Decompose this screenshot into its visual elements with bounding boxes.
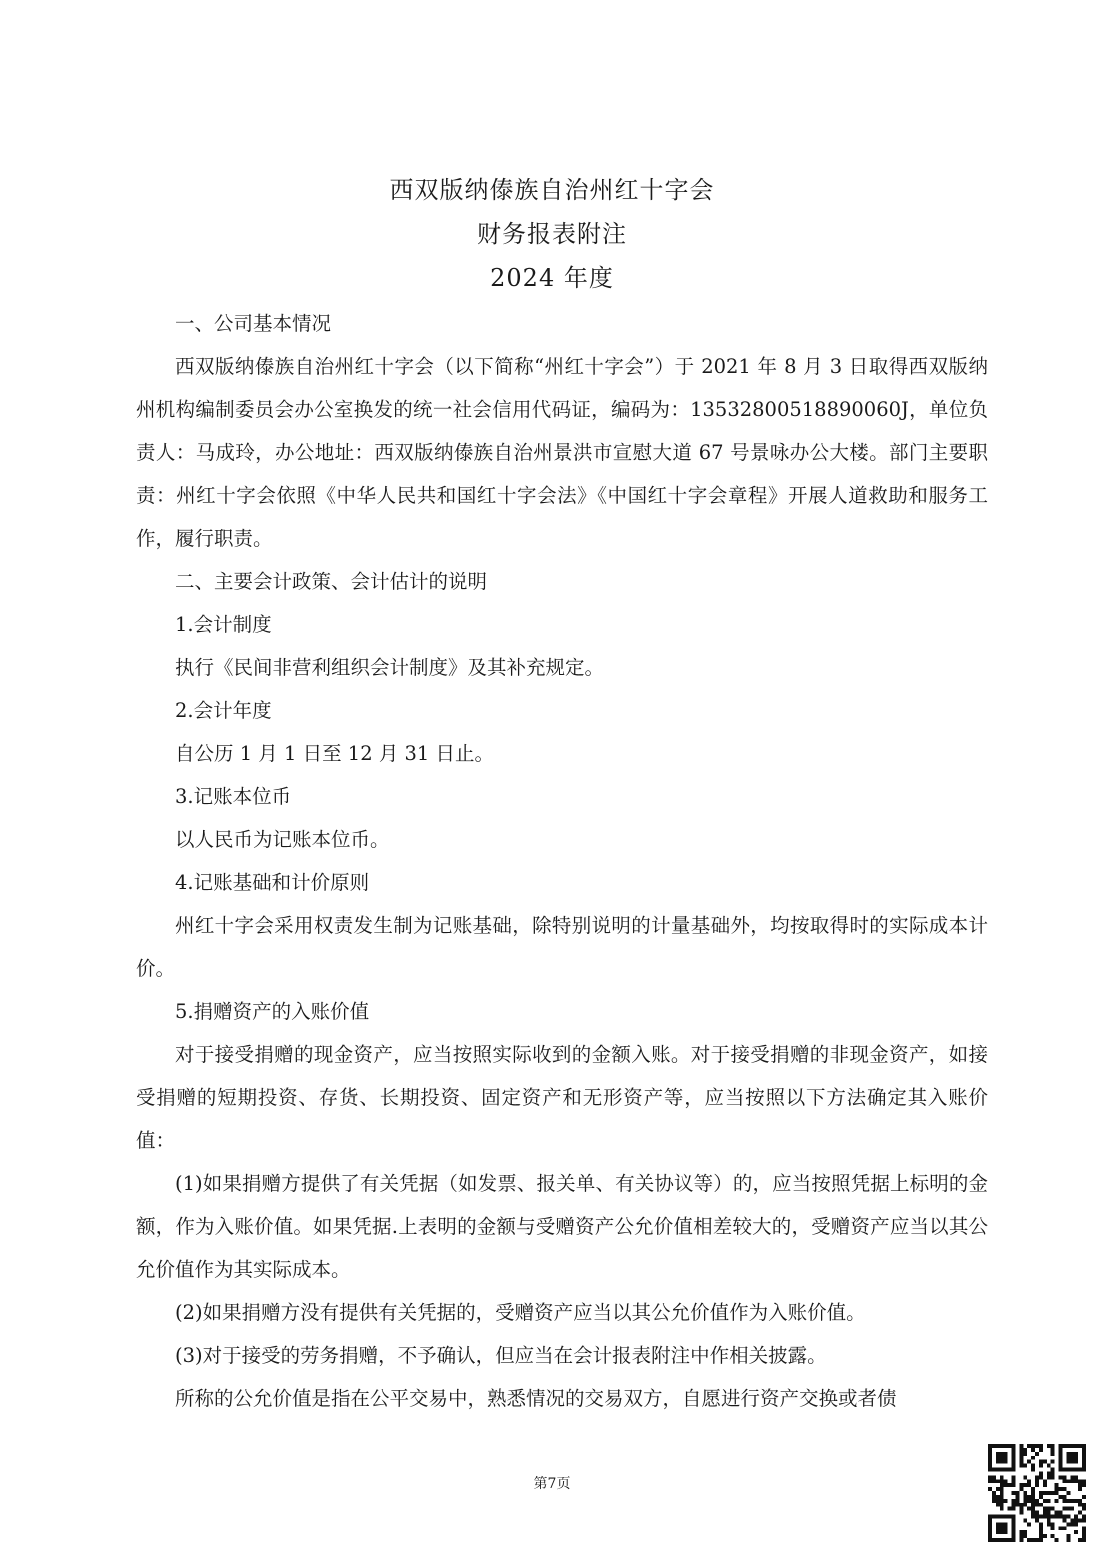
page-number: 第7页	[533, 1476, 571, 1492]
subheading: 1.会计制度	[175, 613, 272, 636]
year-title: 2024 年度	[490, 264, 614, 292]
section-heading: 一、公司基本情况	[175, 312, 332, 335]
org-title: 西双版纳傣族自治州红十字会	[389, 176, 715, 204]
doc-title: 财务报表附注	[477, 220, 627, 248]
section-heading: 二、主要会计政策、会计估计的说明	[175, 570, 488, 593]
paragraph: 以人民币为记账本位币。	[175, 828, 390, 851]
paragraph: 执行《民间非营利组织会计制度》及其补充规定。	[175, 656, 605, 679]
paragraph: (2)如果捐赠方没有提供有关凭据的，受赠资产应当以其公允价值作为入账价值。	[175, 1301, 866, 1324]
subheading: 2.会计年度	[175, 699, 272, 722]
paragraph: (1)如果捐赠方提供了有关凭据（如发票、报关单、有关协议等）的，应当按照凭据上标明的金额，作为入账价值。如果凭据.上表明的金额与受赠资产公允价值相差较大的，受赠资产应当以其公允价值作为其实际成本。	[136, 1172, 988, 1281]
subheading: 4.记账基础和计价原则	[175, 871, 370, 894]
qr-code-icon	[988, 1444, 1086, 1542]
subheading: 3.记账本位币	[175, 785, 292, 808]
paragraph: 所称的公允价值是指在公平交易中，熟悉情况的交易双方，自愿进行资产交换或者债	[175, 1387, 897, 1410]
paragraph: (3)对于接受的劳务捐赠，不予确认，但应当在会计报表附注中作相关披露。	[175, 1344, 827, 1367]
paragraph: 州红十字会采用权责发生制为记账基础，除特别说明的计量基础外，均按取得时的实际成本计价。	[136, 914, 988, 980]
paragraph: 自公历 1 月 1 日至 12 月 31 日止。	[175, 742, 495, 765]
paragraph: 对于接受捐赠的现金资产，应当按照实际收到的金额入账。对于接受捐赠的非现金资产，如接受捐赠的短期投资、存货、长期投资、固定资产和无形资产等，应当按照以下方法确定其入账价值：	[136, 1043, 988, 1152]
paragraph: 西双版纳傣族自治州红十字会（以下简称“州红十字会”）于 2021 年 8 月 3 日取得西双版纳州机构编制委员会办公室换发的统一社会信用代码证，编码为：13532800518890060J，单位负责人：马成玲，办公地址：西双版纳傣族自治州景洪市宣慰大道 67 号景咏办公大楼。部门主要职责：州红十字会依照《中华人民共和国红十字会法》《中国红十字会章程》开展人道救助和服务工作，履行职责。	[136, 355, 988, 550]
body-text	[136, 302, 988, 1420]
subheading: 5.捐赠资产的入账价值	[175, 1000, 370, 1023]
